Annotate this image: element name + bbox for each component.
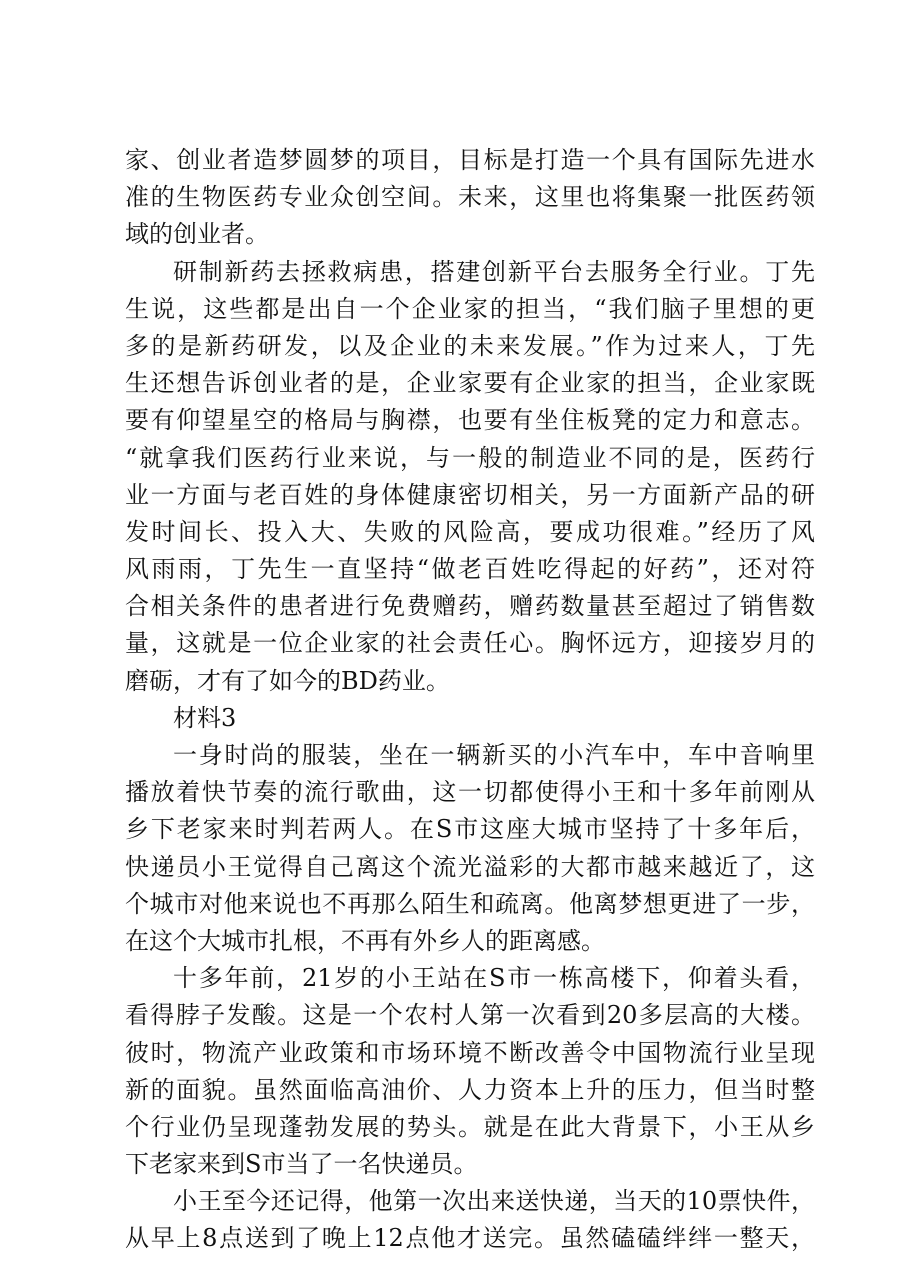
paragraph	[125, 737, 815, 960]
text-line: 播放着快节奏的流行歌曲，这一切都使得小王和十多年前刚从	[125, 778, 815, 807]
text-line: 十多年前，21岁的小王站在S市一栋高楼下，仰着头看，	[173, 964, 815, 993]
text-line: 要有仰望星空的格局与胸襟，也要有坐住板凳的定力和意志。	[125, 406, 815, 435]
text-line: 彼时，物流产业政策和市场环境不断改善令中国物流行业呈现	[125, 1038, 815, 1067]
text-line: 风雨雨，丁先生一直坚持“做老百姓吃得起的好药”，还对符	[125, 555, 815, 584]
text-line: 在这个大城市扎根，不再有外乡人的距离感。	[125, 926, 605, 955]
paragraph	[125, 960, 815, 1183]
text-line: 快递员小王觉得自己离这个流光溢彩的大都市越来越近了，这	[125, 852, 815, 881]
paragraph	[125, 142, 815, 254]
text-line: 量，这就是一位企业家的社会责任心。胸怀远方，迎接岁月的	[125, 629, 815, 658]
text-line: 生说，这些都是出自一个企业家的担当，“我们脑子里想的更	[125, 294, 815, 323]
text-line: 乡下老家来时判若两人。在S市这座大城市坚持了十多年后，	[125, 815, 815, 844]
text-line: 域的创业者。	[125, 220, 269, 249]
text-line: 新的面貌。虽然面临高油价、人力资本上升的压力，但当时整	[125, 1075, 815, 1104]
text-line: 合相关条件的患者进行免费赠药，赠药数量甚至超过了销售数	[125, 592, 815, 621]
text-line: 业一方面与老百姓的身体健康密切相关，另一方面新产品的研	[125, 480, 815, 509]
text-line: 研制新药去拯救病患，搭建创新平台去服务全行业。丁先	[173, 257, 815, 286]
section-heading	[125, 700, 815, 737]
text-line: 个城市对他来说也不再那么陌生和疏离。他离梦想更进了一步，	[125, 889, 815, 918]
text-line: 多的是新药研发，以及企业的未来发展。”作为过来人，丁先	[125, 331, 815, 360]
text-line: 准的生物医药专业众创空间。未来，这里也将集聚一批医药领	[125, 183, 815, 212]
text-line: 生还想告诉创业者的是，企业家要有企业家的担当，企业家既	[125, 369, 815, 398]
text-line: 个行业仍呈现蓬勃发展的势头。就是在此大背景下，小王从乡	[125, 1112, 815, 1141]
text-line: “就拿我们医药行业来说，与一般的制造业不同的是，医药行	[125, 443, 815, 472]
paragraph	[125, 254, 815, 700]
text-line: 从早上8点送到了晚上12点他才送完。虽然磕磕绊绊一整天，	[125, 1224, 815, 1253]
text-line: 看得脖子发酸。这是一个农村人第一次看到20多层高的大楼。	[125, 1001, 815, 1030]
text-line: 一身时尚的服装，坐在一辆新买的小汽车中，车中音响里	[173, 741, 815, 769]
text-line: 家、创业者造梦圆梦的项目，目标是打造一个具有国际先进水	[125, 146, 815, 174]
text-line: 小王至今还记得，他第一次出来送快递，当天的10票快件，	[173, 1187, 815, 1216]
text-line: 下老家来到S市当了一名快递员。	[125, 1150, 478, 1179]
document-body	[125, 142, 815, 1258]
text-line: 发时间长、投入大、失败的风险高，要成功很难。”经历了风	[125, 517, 815, 546]
paragraph	[125, 1183, 815, 1257]
text-line: 材料3	[173, 703, 237, 732]
text-line: 磨砺，才有了如今的BD药业。	[125, 666, 450, 695]
